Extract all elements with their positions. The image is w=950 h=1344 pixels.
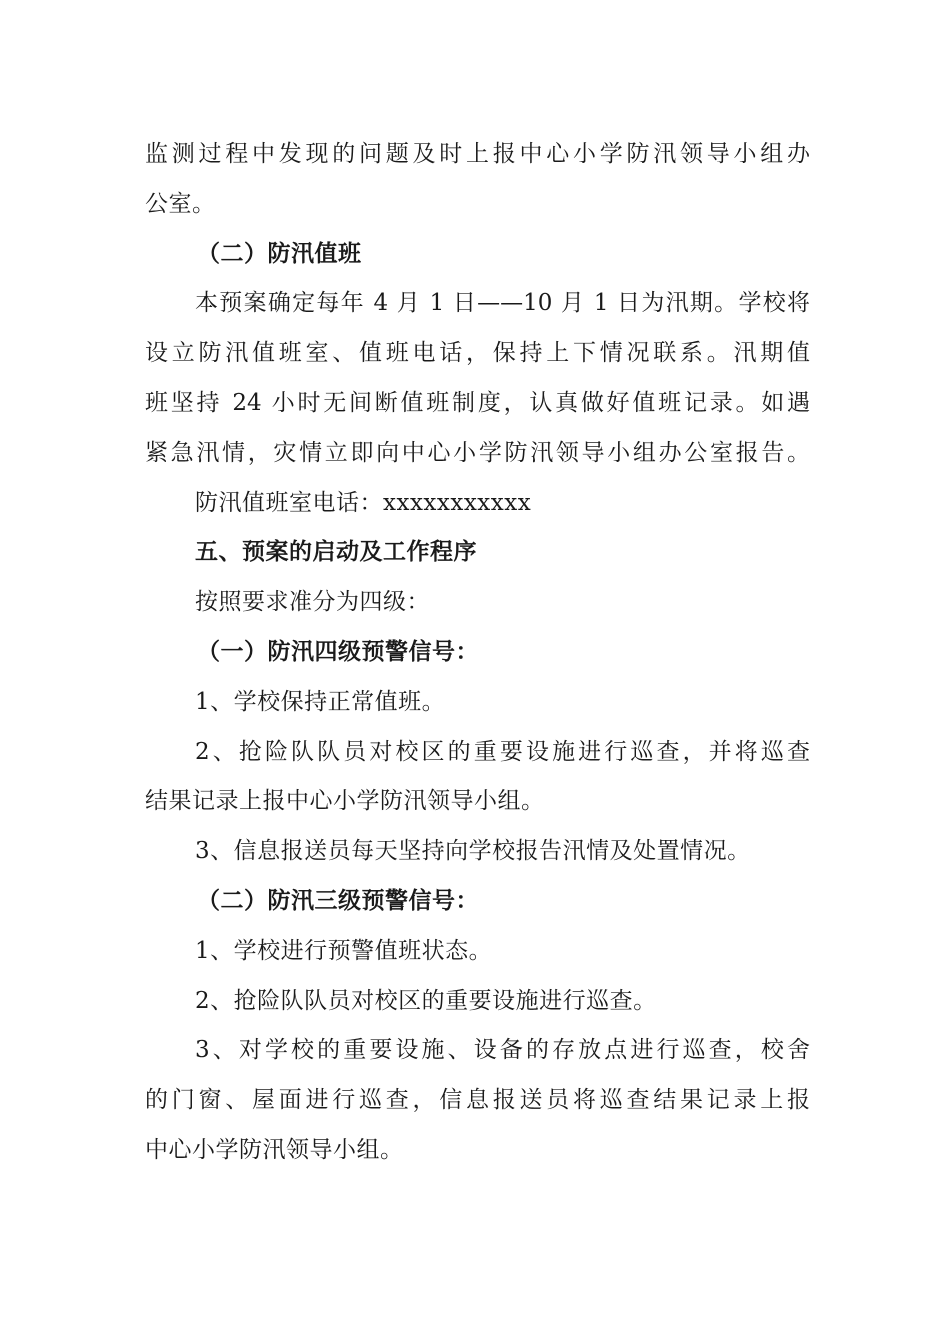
document-body (145, 130, 810, 1176)
paragraph-line: 紧急汛情，灾情立即向中心小学防汛领导小组办公室报告。 (145, 439, 810, 466)
list-item-continuation: 结果记录上报中心小学防汛领导小组。 (145, 788, 545, 815)
paragraph-line: 公室。 (145, 190, 216, 217)
subsection-heading-level-three: （二）防汛三级预警信号： (197, 887, 479, 914)
subsection-heading-level-four: （一）防汛四级预警信号： (197, 638, 479, 665)
list-item-continuation: 中心小学防汛领导小组。 (145, 1136, 404, 1163)
section-heading-duty: （二）防汛值班 (197, 240, 362, 267)
list-item: 3、信息报送员每天坚持向学校报告汛情及处置情况。 (195, 838, 751, 865)
list-item: 1、学校进行预警值班状态。 (195, 937, 493, 964)
duty-phone-line: 防汛值班室电话：xxxxxxxxxxx (195, 489, 532, 516)
paragraph-line: 按照要求准分为四级： (195, 589, 430, 616)
list-item: 3、对学校的重要设施、设备的存放点进行巡查，校舍 (195, 1037, 810, 1064)
paragraph-line: 设立防汛值班室、值班电话，保持上下情况联系。汛期值 (145, 340, 810, 367)
list-item: 1、学校保持正常值班。 (195, 688, 446, 715)
list-item: 2、抢险队队员对校区的重要设施进行巡查，并将巡查 (195, 738, 810, 765)
paragraph-line: 班坚持 24 小时无间断值班制度，认真做好值班记录。如遇 (145, 389, 810, 416)
paragraph-line: 本预案确定每年 4 月 1 日——10 月 1 日为汛期。学校将 (195, 290, 810, 317)
section-heading-procedure: 五、预案的启动及工作程序 (195, 539, 477, 566)
paragraph-line: 监测过程中发现的问题及时上报中心小学防汛领导小组办 (145, 141, 810, 167)
list-item: 2、抢险队队员对校区的重要设施进行巡查。 (195, 987, 657, 1014)
list-item-continuation: 的门窗、屋面进行巡查，信息报送员将巡查结果记录上报 (145, 1087, 810, 1114)
